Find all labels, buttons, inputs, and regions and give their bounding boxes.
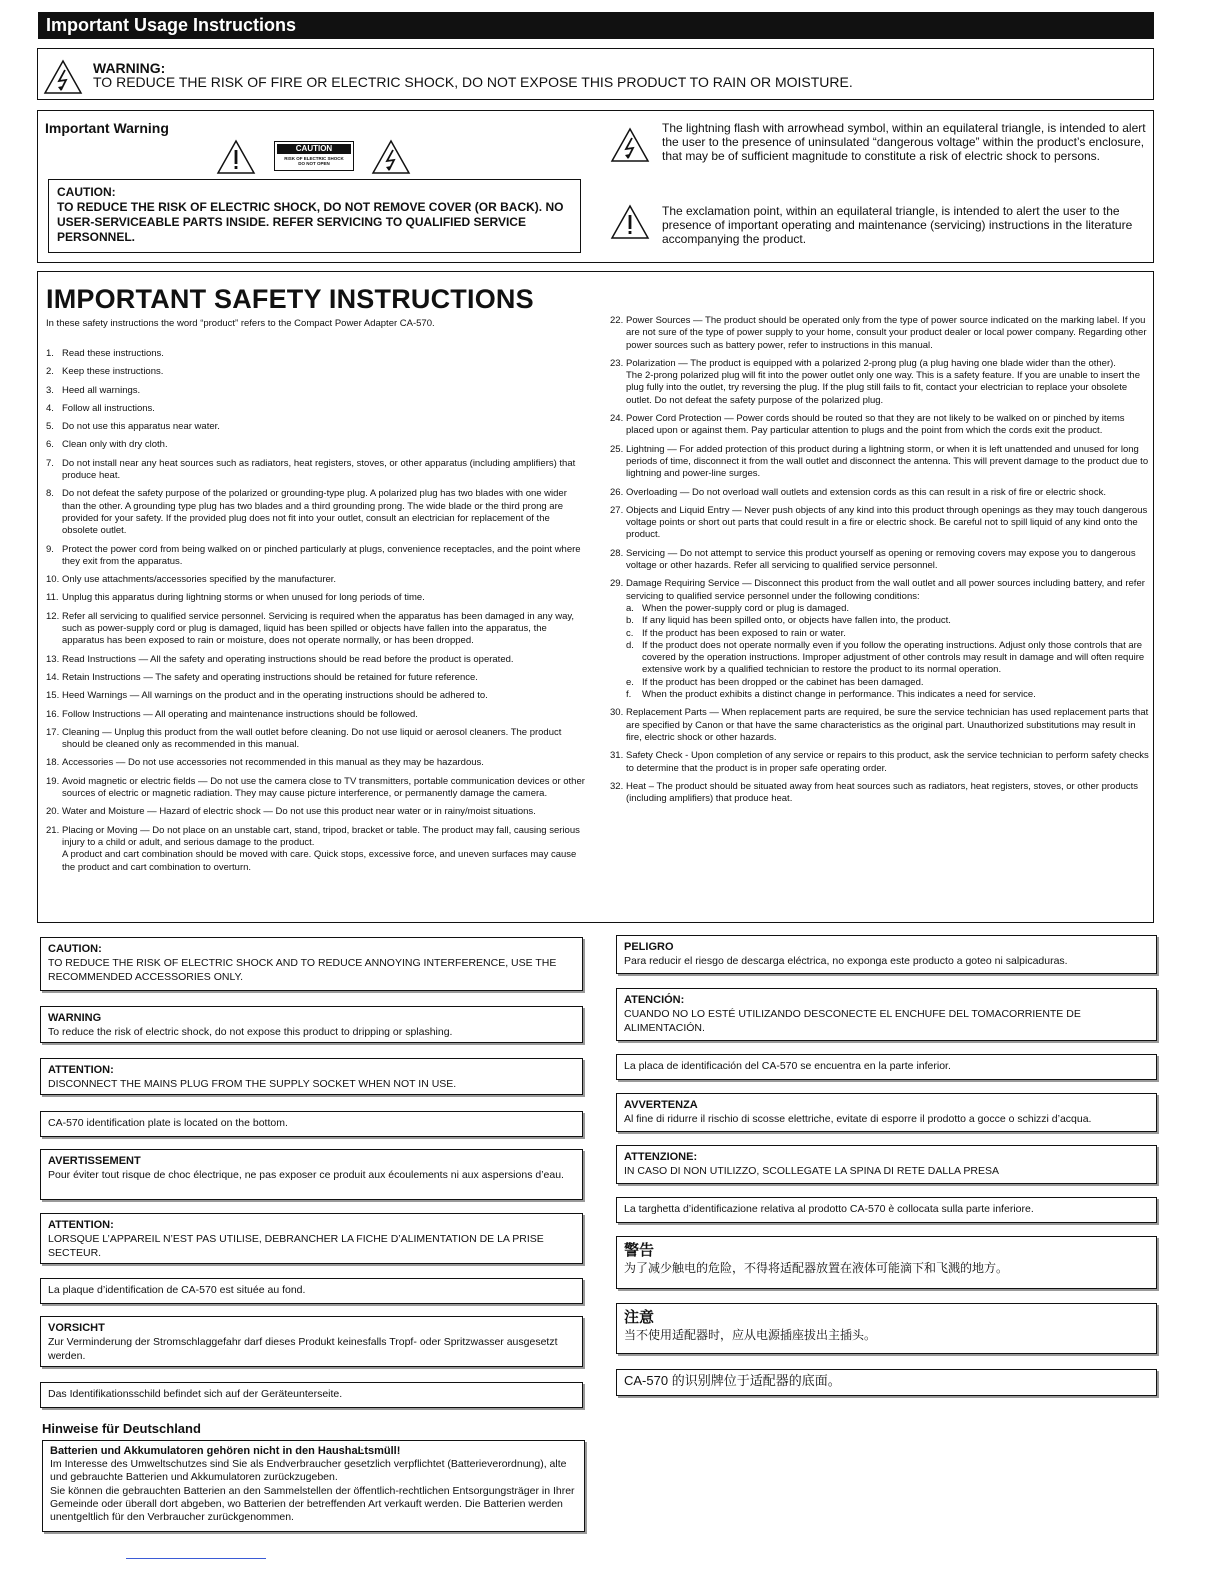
safety-item (46, 825, 586, 874)
exclamation-explanation: The exclamation point, within an equilateral triangle, is intended to alert the user to the presence of important operating and maintenance (servicing) instructions in the literature accompanying the product. (662, 204, 1133, 246)
attention-mains-box (40, 1058, 583, 1095)
box-text: Das Identifikationsschild befindet sich auf der Geräteunterseite. (48, 1388, 343, 1400)
caution-label-line1: RISK OF ELECTRIC SHOCK (284, 156, 344, 161)
safety-item (610, 413, 1150, 438)
atencion-box (616, 988, 1157, 1041)
safety-item-number: 10. (46, 574, 60, 586)
safety-item (46, 690, 586, 702)
box-text: La targhetta d’identificazione relativa al prodotto CA-570 è collocata sulla parte inferiore. (624, 1203, 1034, 1215)
safety-item-text: Heed Warnings — All warnings on the product and in the operating instructions should be adhered to. (62, 690, 488, 702)
safety-subitem-text: If the product has been dropped or the cabinet has been damaged. (642, 676, 924, 688)
safety-item-number: 19. (46, 775, 60, 787)
box-heading: ATTENTION: (48, 1064, 114, 1076)
safety-subitem-letter: a. (626, 602, 634, 614)
safety-item-number: 7. (46, 457, 54, 469)
safety-item-number: 13. (46, 653, 60, 665)
safety-item (610, 444, 1150, 481)
safety-item-text: Power Sources — The product should be operated only from the type of power source indicated on the marking label. If you are not sure of the type of power supply to your home, consult your product dealer or local power company. Regarding other power sources such as battery power, refer to instructions in this manual. (626, 315, 1147, 351)
safety-item (46, 757, 586, 769)
box-heading: ATTENZIONE: (624, 1151, 698, 1163)
lightning-triangle-icon (371, 139, 411, 175)
safety-item (46, 654, 586, 666)
safety-item-text: Only use attachments/accessories specified by the manufacturer. (62, 574, 337, 586)
caution-accessories-box (40, 937, 583, 991)
safety-item-text: Refer all servicing to qualified service personnel. Servicing is required when the apparatus has been damaged in any way, such as power-supply cord or plug is damaged, liquid has been spilled or objects have fallen into the apparatus, the apparatus has been exposed to rain or moisture, does not operate normally, or has been dropped. (62, 610, 575, 647)
safety-item-number: 17. (46, 726, 60, 738)
safety-subitem-text: If the product does not operate normally even if you follow the operating instructions. Adjust only those controls that are covered by the operation instructions. Improper adjustment of other controls may result in damage and will often require extensive work by a qualified technician to restore the product to its normal operation. (642, 639, 1145, 676)
safety-subitem (626, 615, 1150, 627)
safety-item (46, 366, 586, 378)
safety-item-number: 29. (610, 578, 624, 590)
safety-item (46, 709, 586, 721)
caution-head: CAUTION: (57, 185, 116, 199)
avertissement-box (40, 1149, 583, 1200)
safety-item (46, 574, 586, 586)
safety-item-number: 26. (610, 486, 624, 498)
germany-line1: Im Interesse des Umweltschutzes sind Sie als Endverbraucher gesetzlich verpflichtet (Batterieverordnung), alte und gebrauchte Batterien und Akkumulatoren zurückzugeben. (50, 1458, 567, 1484)
safety-item (46, 592, 586, 604)
safety-item (46, 727, 586, 752)
safety-item-text: Water and Moisture — Hazard of electric shock — Do not use this product near water or in rainy/moist situations. (62, 806, 536, 818)
safety-item (610, 487, 1150, 499)
safety-item (46, 348, 586, 360)
safety-item (46, 421, 586, 433)
box-heading: PELIGRO (624, 941, 674, 953)
safety-item-text: Accessories — Do not use accessories not recommended in this manual as they may be hazardous. (62, 757, 484, 769)
safety-item-number: 6. (46, 439, 54, 451)
safety-item-number: 21. (46, 824, 60, 836)
box-text: Zur Verminderung der Stromschlaggefahr darf dieses Produkt keinesfalls Tropf- oder Spritzwasser ausgesetzt werden. (48, 1336, 558, 1362)
safety-item (610, 781, 1150, 806)
attenzione-box (616, 1145, 1157, 1184)
box-heading: VORSICHT (48, 1322, 105, 1334)
safety-subitem-text: If any liquid has been spilled onto, or objects have fallen into, the product. (642, 615, 951, 627)
safety-item-text: Clean only with dry cloth. (62, 439, 168, 451)
avvertenza-box (616, 1093, 1157, 1132)
plate-it-box (616, 1197, 1157, 1223)
safety-item-text: Heed all warnings. (62, 384, 141, 396)
plate-fr-box (40, 1278, 583, 1304)
safety-item-text: Objects and Liquid Entry — Never push objects of any kind into this product through openings as they may touch dangerous voltage points or short out parts that could result in a fire or electric shock. Be careful not to spill liquid of any kind onto the product. (626, 504, 1148, 541)
safety-list-left (46, 348, 586, 880)
box-text: LORSQUE L’APPAREIL N’EST PAS UTILISE, DEBRANCHER LA FICHE D’ALIMENTATION DE LA PRISE SECTEUR. (48, 1233, 544, 1259)
safety-item-number: 5. (46, 421, 54, 433)
peligro-box (616, 935, 1157, 974)
safety-item-number: 25. (610, 443, 624, 455)
safety-item-number: 28. (610, 547, 624, 559)
safety-item (46, 806, 586, 818)
safety-subitem-text: When the product exhibits a distinct change in performance. This indicates a need for service. (642, 689, 1036, 701)
safety-item-number: 32. (610, 780, 624, 792)
safety-item (610, 707, 1150, 744)
safety-item-number: 23. (610, 357, 624, 369)
lightning-warning-icon (43, 59, 83, 95)
safety-item (610, 578, 1150, 701)
safety-item-number: 30. (610, 707, 624, 719)
safety-item-number: 18. (46, 757, 60, 769)
germany-battery-box (42, 1440, 585, 1532)
plate-en-box (40, 1111, 583, 1137)
warning-banner (37, 48, 1154, 100)
safety-subitem-text: When the power-supply cord or plug is damaged. (642, 602, 850, 614)
safety-item-text: Follow all instructions. (62, 402, 155, 414)
exclamation-triangle-icon (216, 139, 256, 175)
lightning-symbol-icon (610, 127, 650, 163)
safety-item (46, 672, 586, 684)
safety-item-text: Damage Requiring Service — Disconnect this product from the wall outlet and all power sources including battery, and refer servicing to qualified service personnel under the following conditions: (626, 578, 1145, 602)
warning-text: TO REDUCE THE RISK OF FIRE OR ELECTRIC SHOCK, DO NOT EXPOSE THIS PRODUCT TO RAIN OR MOISTURE. (93, 74, 853, 90)
safety-subitem-letter: c. (626, 627, 634, 639)
box-text: CA-570 identification plate is located on the bottom. (48, 1117, 288, 1129)
box-text: 当不使用适配器时，应从电源插座拔出主插头。 (624, 1328, 877, 1342)
box-text: CA-570 的识别牌位于适配器的底面。 (624, 1373, 841, 1388)
box-text: DISCONNECT THE MAINS PLUG FROM THE SUPPLY SOCKET WHEN NOT IN USE. (48, 1078, 457, 1090)
safety-item (46, 403, 586, 415)
box-text: La plaque d’identification de CA-570 est située au fond. (48, 1284, 306, 1296)
cn-plate-box (616, 1369, 1157, 1396)
box-text: TO REDUCE THE RISK OF ELECTRIC SHOCK AND TO REDUCE ANNOYING INTERFERENCE, USE THE RECOMMENDED ACCESSORIES ONLY. (48, 957, 557, 983)
safety-item-text: Lightning — For added protection of this product during a lightning storm, or when it is left unattended and unused for long periods of time, disconnect it from the wall outlet and disconnect the antenna. This will prevent damage to the product due to lightning and power-line surges. (626, 443, 1149, 480)
box-text: CUANDO NO LO ESTÉ UTILIZANDO DESCONECTE EL ENCHUFE DEL TOMACORRIENTE DE ALIMENTACIÓN. (624, 1008, 1081, 1034)
safety-item-number: 14. (46, 671, 60, 683)
safety-item-text: Avoid magnetic or electric fields — Do not use the camera close to TV transmitters, portable communication devices or other sources of electric or magnetic radiation. They may cause picture interference, or permanently damage the camera. (62, 775, 585, 800)
box-heading: 注意 (624, 1309, 655, 1326)
safety-item-number: 27. (610, 504, 624, 516)
caution-remove-cover-box (48, 179, 581, 253)
safety-item-number: 31. (610, 750, 624, 762)
safety-item (46, 458, 586, 483)
safety-item (46, 544, 586, 569)
warning-head: WARNING: (93, 60, 166, 76)
safety-title: IMPORTANT SAFETY INSTRUCTIONS (46, 284, 534, 314)
safety-item-text: Heat – The product should be situated away from heat sources such as radiators, heat registers, stoves, or other products (including amplifiers) that produce heat. (626, 780, 1139, 805)
box-text: La placa de identificación del CA-570 se encuentra en la parte inferior. (624, 1060, 951, 1072)
safety-item-number: 20. (46, 806, 60, 818)
safety-item-text: Keep these instructions. (62, 366, 164, 378)
safety-item-text: Placing or Moving — Do not place on an unstable cart, stand, tripod, bracket or table. The product may fall, causing serious injury to a child or adult, and serious damage to the product. (62, 824, 580, 848)
safety-item (46, 385, 586, 397)
safety-item-text: Servicing — Do not attempt to service this product yourself as opening or removing covers may expose you to dangerous voltage or other hazards. Refer all servicing to qualified service personnel. (626, 547, 1136, 572)
safety-intro: In these safety instructions the word “product” refers to the Compact Power Adapter CA-570. (46, 318, 435, 329)
safety-item-number: 15. (46, 690, 60, 702)
safety-item-number: 22. (610, 315, 624, 326)
vorsicht-box (40, 1316, 583, 1367)
safety-item-number: 16. (46, 708, 60, 720)
safety-item-text: Follow Instructions — All operating and maintenance instructions should be followed. (62, 708, 418, 720)
safety-item (46, 776, 586, 801)
safety-item-text: Overloading — Do not overload wall outlets and extension cords as this can result in a risk of fire or electric shock. (626, 486, 1106, 498)
safety-item (610, 315, 1150, 352)
plate-es-box (616, 1054, 1157, 1080)
safety-item-number: 2. (46, 366, 54, 378)
safety-subitem-letter: b. (626, 615, 634, 627)
caution-text: TO REDUCE THE RISK OF ELECTRIC SHOCK, DO NOT REMOVE COVER (OR BACK). NO USER-SERVICEABLE PARTS INSIDE. REFER SERVICING TO QUALIFIED SERVICE PERSONNEL. (57, 200, 564, 244)
germany-line2: Sie können die gebrauchten Batterien an den Sammelstellen der öffentlich-rechtlichen Entsorgungsträger in Ihrer Gemeinde oder überall dort abgeben, wo Batterien der betreffenden Art verkauft werden. Die Batterien werden unentgeltlich für den Verbraucher zurückgenommen. (50, 1484, 575, 1524)
safety-item-number: 12. (46, 610, 60, 622)
safety-item (610, 548, 1150, 573)
box-heading: 警告 (624, 1242, 655, 1259)
safety-item (610, 505, 1150, 542)
safety-item (46, 439, 586, 451)
warning-dripping-box (40, 1006, 583, 1043)
safety-item-number: 11. (46, 592, 59, 604)
safety-item-text: Cleaning — Unplug this product from the wall outlet before cleaning. Do not use liquid or aerosol cleaners. The product should be cleaned only as recommended in this manual. (62, 726, 562, 751)
plate-de-box (40, 1382, 583, 1408)
page-title: Important Usage Instructions (38, 12, 1154, 39)
box-text: To reduce the risk of electric shock, do not expose this product to dripping or splashing. (48, 1026, 453, 1038)
germany-head: Batterien und Akkumulatoren gehören nicht in den HaushaĿtsmüll! (50, 1445, 401, 1457)
safety-subitem-letter: d. (626, 639, 634, 651)
exclamation-symbol-icon (610, 204, 650, 240)
safety-subitem-letter: e. (626, 676, 634, 688)
lightning-explanation: The lightning flash with arrowhead symbol, within an equilateral triangle, is intended to alert the user to the presence of uninsulated “dangerous voltage” within the product’s enclosure, that may be of sufficient magnitude to constitute a risk of electric shock to persons. (662, 121, 1146, 163)
safety-item (610, 750, 1150, 775)
safety-item-text: Safety Check - Upon completion of any service or repairs to this product, ask the service technician to perform safety checks to determine that the product is in proper safe operating order. (626, 750, 1149, 774)
caution-label-line2: DO NOT OPEN (298, 161, 330, 166)
box-text: IN CASO DI NON UTILIZZO, SCOLLEGATE LA SPINA DI RETE DALLA PRESA (624, 1165, 999, 1177)
safety-item-text: Polarization — The product is equipped with a polarized 2-prong plug (a plug having one blade wider than the other). (626, 357, 1116, 369)
safety-subitem (626, 689, 1150, 701)
box-heading: AVERTISSEMENT (48, 1155, 141, 1167)
box-heading: ATTENTION: (48, 1219, 114, 1231)
safety-item-text-cont: A product and cart combination should be moved with care. Quick stops, excessive force, and uneven surfaces may cause the product and cart combination to overturn. (62, 849, 577, 873)
safety-subitem-text: If the product has been exposed to rain or water. (642, 627, 846, 639)
important-warning-section (37, 110, 1154, 263)
cn-warning-box (616, 1236, 1157, 1289)
safety-item-text: Unplug this apparatus during lightning storms or when unused for long periods of time. (62, 592, 425, 604)
safety-item-number: 3. (46, 384, 54, 396)
safety-item-text: Read Instructions — All the safety and operating instructions should be read before the product is operated. (62, 653, 514, 665)
safety-item (610, 358, 1150, 407)
safety-item-text: Do not use this apparatus near water. (62, 421, 220, 433)
safety-item-number: 9. (46, 543, 54, 555)
safety-item-text: Do not install near any heat sources such as radiators, heat registers, stoves, or other apparatus (including amplifiers) that produce heat. (62, 457, 576, 482)
caution-label-head: CAUTION (277, 144, 351, 154)
cn-note-box (616, 1303, 1157, 1354)
safety-subitem-letter: f. (626, 689, 632, 701)
box-text: Para reducir el riesgo de descarga eléctrica, no exponga este producto a goteo ni salpicaduras. (624, 955, 1068, 967)
safety-item-text: Protect the power cord from being walked on or pinched particularly at plugs, convenience receptacles, and the point where they exit from the apparatus. (62, 543, 581, 567)
box-text: 为了减少触电的危险，不得将适配器放置在液体可能滴下和飞溅的地方。 (624, 1261, 1009, 1275)
box-text: Pour éviter tout risque de choc électrique, ne pas exposer ce produit aux écoulements ni aux aspersions d’eau. (48, 1169, 564, 1181)
safety-item-number: 4. (46, 402, 54, 414)
safety-subitem (626, 640, 1150, 677)
safety-item-text: Do not defeat the safety purpose of the polarized or grounding-type plug. A polarized plug has two blades with one wider than the other. A grounding type plug has two blades and a third grounding prong. The wide blade or the third prong are provided for your safety. If the provided plug does not fit into your outlet, consult an electrician for replacement of the obsolete outlet. (62, 488, 567, 537)
safety-item-text: Retain Instructions — The safety and operating instructions should be retained for future reference. (62, 671, 478, 683)
safety-subitem (626, 628, 1150, 640)
safety-item-number: 1. (46, 348, 54, 359)
divider (126, 1558, 266, 1559)
safety-subitem (626, 603, 1150, 615)
safety-item-text: Replacement Parts — When replacement parts are required, be sure the service technician has used replacement parts that are specified by Canon or that have the same characteristics as the original part. Unauthorized substitutions may result in fire, electric shock or other hazards. (626, 707, 1149, 743)
box-heading: AVVERTENZA (624, 1099, 698, 1111)
attention-fr-box (40, 1213, 583, 1264)
safety-item-text: Power Cord Protection — Power cords should be routed so that they are not likely to be walked on or pinched by items placed upon or against them. Pay particular attention to plugs and the point from which the cords exit the product. (626, 413, 1125, 437)
safety-instructions-section (37, 271, 1154, 923)
germany-title: Hinweise für Deutschland (42, 1421, 201, 1436)
safety-item (46, 488, 586, 537)
box-heading: ATENCIÓN: (624, 994, 685, 1006)
safety-item-text: Read these instructions. (62, 348, 164, 359)
important-warning-title: Important Warning (45, 120, 169, 136)
box-text: Al fine di ridurre il rischio di scosse elettriche, evitate di esporre il prodotto a gocce o schizzi d’acqua. (624, 1113, 1092, 1125)
caution-label (274, 141, 354, 171)
safety-item-number: 24. (610, 413, 624, 425)
safety-subitem (626, 677, 1150, 689)
safety-list-right (610, 315, 1150, 811)
safety-item-text-cont: The 2-prong polarized plug will fit into the power outlet only one way. This is a safety feature. If you are unable to insert the plug fully into the outlet, try reversing the plug. If the plug still fails to fit, contact your electrician to replace your obsolete outlet. Do not defeat the safety purpose of the polarized plug. (626, 370, 1140, 406)
box-heading: WARNING (48, 1012, 102, 1024)
safety-item (46, 611, 586, 648)
box-heading: CAUTION: (48, 943, 102, 955)
safety-item-number: 8. (46, 488, 54, 500)
